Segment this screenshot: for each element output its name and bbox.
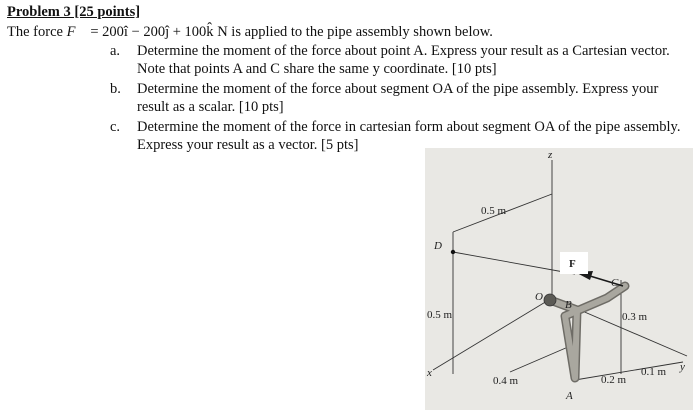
point-a-label: A [566, 390, 573, 402]
part-a-line-2: Note that points A and C share the same y coordinate. [10 pts] [137, 61, 497, 77]
part-c-line-2: Express your result as a vector. [5 pts] [137, 137, 359, 153]
dim-top-label: 0.5 m [481, 205, 507, 217]
dim-bottom-x-label: 0.4 m [493, 375, 519, 387]
part-b-line-2: result as a scalar. [10 pts] [137, 99, 284, 115]
d-to-force-line [453, 252, 575, 274]
dim-bottom-y1-label: 0.2 m [601, 374, 627, 386]
part-c-marker: c. [110, 119, 121, 135]
force-units: N is applied to the pipe assembly shown below. [217, 24, 493, 40]
dim-line-bottom-y [575, 362, 683, 380]
y-axis-label: y [680, 361, 685, 373]
z-axis-label: z [548, 149, 553, 161]
part-a-line-1: Determine the moment of the force about point A. Express your result as a Cartesian vector. [137, 43, 670, 59]
point-d-marker [451, 250, 455, 254]
force-f-label: F [569, 258, 576, 270]
dim-left-label: 0.5 m [427, 309, 453, 321]
part-c-line-1: Determine the moment of the force in cartesian form about segment OA of the pipe assembly. [137, 119, 681, 135]
x-axis-label: x [427, 367, 432, 379]
force-expression: = 200î − 200ĵ + 100k̂ [86, 24, 218, 40]
point-b-label: B [565, 299, 572, 311]
problem-title: Problem 3 [25 points] [7, 4, 141, 20]
problem-intro [7, 24, 493, 41]
dim-bottom-y2-label: 0.1 m [641, 366, 667, 378]
intro-prefix: The force [7, 24, 63, 40]
dim-line-bottom-x [510, 344, 575, 372]
support-o [544, 294, 556, 306]
part-b-line-1: Determine the moment of the force about segment OA of the pipe assembly. Express your [137, 81, 659, 97]
dim-right-label: 0.3 m [622, 311, 648, 323]
pipe-outline [550, 286, 625, 378]
pipe [550, 286, 625, 378]
pipe-assembly-diagram [425, 148, 693, 410]
part-b-marker: b. [110, 81, 121, 97]
force-symbol: F⃗ [66, 24, 87, 40]
point-c-label: C [611, 277, 619, 289]
point-d-label: D [434, 240, 442, 252]
point-o-label: O [535, 291, 543, 303]
part-a-marker: a. [110, 43, 121, 59]
pipe-assembly-figure [425, 148, 693, 410]
